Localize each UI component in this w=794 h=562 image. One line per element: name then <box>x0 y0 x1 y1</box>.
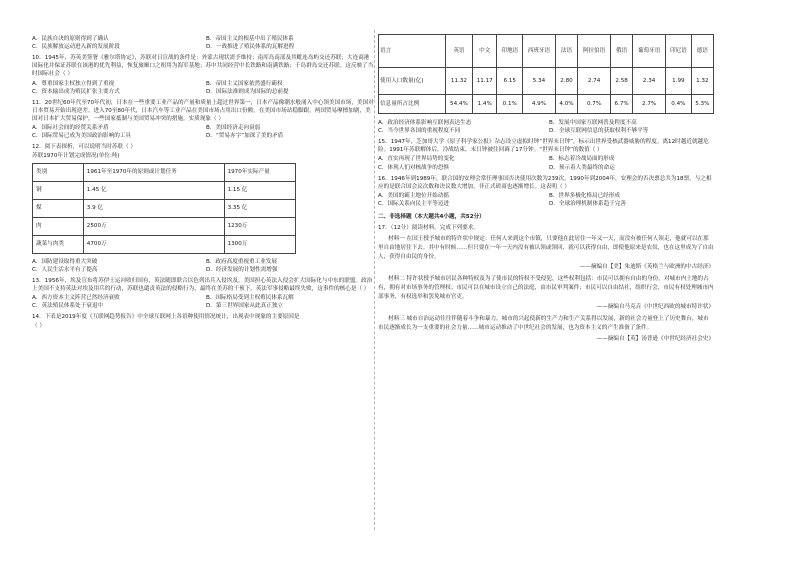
q14-paren: （ ） <box>32 323 45 330</box>
q14-options <box>378 119 714 135</box>
table-header-cell: 1970年实际产量 <box>224 163 295 181</box>
table-row <box>33 181 296 199</box>
q11-options <box>32 124 374 140</box>
q10-option-d: D．国际法准则成为国际的总前提 <box>206 88 289 95</box>
q13-options <box>32 294 374 310</box>
table-cell: 1.99 <box>666 68 692 95</box>
q12-option-c: C．人民生活水平有了提高 <box>32 266 98 273</box>
table-header-cell: 语言 <box>379 35 446 68</box>
table12-title: 苏联1970年计划完成情况(单位:吨) <box>32 153 120 160</box>
table-cell: 蔬菜与肉类 <box>33 235 84 253</box>
table-cell: 5.34 <box>523 68 556 95</box>
q14-option-d: D．全球互联网信息的获取权利不够平等 <box>549 128 649 135</box>
material-1-source: ——摘编自【美】朱迪斯《英格兰与欧洲的中古经济》 <box>579 264 714 271</box>
q9-option-d: D．一战推进了殖民体系的瓦解进程 <box>206 44 295 51</box>
table-header-row <box>379 35 714 68</box>
q11-option-a: A．国际社会间的经贸关系矛盾 <box>32 125 109 132</box>
table-row <box>33 235 296 253</box>
table-row <box>379 95 714 114</box>
q9-options <box>32 35 374 51</box>
q9-option-c: C．民族解放运动进入新的发展阶段 <box>32 44 120 51</box>
q11-option-d: D．“贸易赤字”加深了美的矛盾 <box>206 133 284 140</box>
row-label: 信息量所占比例 <box>379 95 446 114</box>
material-2: 材料二 特许状授予城市居民各种特权及为了使市民的特权不受侵犯，这些权利包括：市民可以拥有自由的身份，对城市内土地的占有，拥有对市场事务的管理权；市民可以在城市设立自己的法庭，由市民审判案件；市民可以自由结社，组织行会，市民有权处理城市内部事务，有权选举和罢免城市官吏。 <box>378 276 714 300</box>
q14-option-a: A．政治经济体系影响互联网表达生态 <box>378 120 472 126</box>
q11-option-c: C．国际贸易已成为美国政治影响的工具 <box>32 133 132 140</box>
q15-option-a: A．直实再现了世界局势的变化 <box>378 156 455 163</box>
table-header-row <box>33 163 296 181</box>
table-header-cell: 阿拉伯语 <box>578 35 611 68</box>
table-row <box>379 68 714 95</box>
material-1: 材料一 在国王授予城市的特许状中规定：任何人来到这个市镇，只要他在此居住一年又一天，而没有被任何人领走，他就可以在那里自由地居住下去。其中有时候……但只要在一年一天内没有被认领或领回，就可以获得自由，即使他原来是农奴，也在这里成为了自由人，获得自由民的身份。 <box>378 236 714 260</box>
q15-option-c: C．体现人们对核战争的恐惧 <box>378 164 450 171</box>
table-header-cell: 葡萄牙语 <box>633 35 666 68</box>
column-divider <box>374 30 375 530</box>
section-heading: 二、非选择题（本大题共4小题，共52分） <box>378 214 485 221</box>
q10-option-c: C．资本输出成为殖民扩张主要方式 <box>32 88 120 95</box>
q14-option-b: B．发展中国家互联网普及程度不高 <box>549 120 637 126</box>
q16-text: 16．1946年到1989年，联合国的安理会常任理事国否决使用次数为239次，1990年到2004年，安理会的否决票总共为18票，与之相应的是联合国会议次数和决议数大增加，非正式磋商也逐渐增长。这表明（ ） <box>378 175 712 190</box>
q17-text: 17．（12分）阅读材料，完成下列要求。 <box>378 225 479 232</box>
material-3-source: ——摘编自【英】汤普逊《中世纪经济社会史》 <box>596 335 714 342</box>
table-cell: 4700万 <box>83 235 224 253</box>
table-cell: 11.32 <box>446 68 473 95</box>
right-column <box>378 34 714 347</box>
table-header-cell: 西班牙语 <box>523 35 556 68</box>
q13-option-d: D．第三世界国家从此真正独立 <box>206 303 284 310</box>
q16-option-c: C．国际关系向民主平等迈进 <box>378 200 450 207</box>
table-cell: 1.32 <box>691 68 713 95</box>
table-cell: 钢 <box>33 181 84 199</box>
q10-text: 10．1945年，苏英美签署《雅尔塔协定》，苏联对日宣战的条件是：外蒙古现状需予维持；南库岛南部及其毗连岛屿交还苏联；大连商港国际化并保证苏联在该港的优先利益，恢复旅顺口之租用为海军基地；苏中共同经营中长铁路和南满铁路；千岛群岛交还苏联。这反映了当时国际社会（ ） <box>32 55 374 78</box>
q12-option-b: B．政府高度重视重工业发展 <box>206 258 277 265</box>
q14-option-c: C．当今世界各国的重视程度不同 <box>378 128 461 135</box>
table-cell: 0.4% <box>666 95 692 114</box>
table-cell: 5.3% <box>691 95 713 114</box>
table-header-cell: 俄语 <box>610 35 632 68</box>
table-row <box>33 199 296 217</box>
table-header-cell: 1961年至1970年的原则或计划任务 <box>83 163 224 181</box>
language-table <box>378 34 714 114</box>
table-cell: 2.58 <box>610 68 632 95</box>
q14-text: 14．下表是2019年度《互联网趋势报告》中全球互联网上各语种使用情况统计，出现表中现象的主要原因是 <box>32 314 300 321</box>
table-cell: 1.45 亿 <box>83 181 224 199</box>
table-header-cell: 中文 <box>472 35 497 68</box>
left-column <box>32 34 374 333</box>
table-cell: 1230万 <box>224 217 295 235</box>
q15-option-d: D．预示着人类最终的命运 <box>549 164 615 171</box>
table-header-cell: 印尼语 <box>666 35 692 68</box>
q13-option-a: A．西方资本主义阵营已然经济衰败 <box>32 294 120 301</box>
table-cell: 2.74 <box>578 68 611 95</box>
table-cell: 2.34 <box>633 68 666 95</box>
table-cell: 3.9 亿 <box>83 199 224 217</box>
table-cell: 11.17 <box>472 68 497 95</box>
table-row <box>33 217 296 235</box>
material-2-source: ——摘编自马克垚《中世纪西欧的城市特许状》 <box>596 304 714 311</box>
q11-text: 11．20世纪60年代至70年代初，日本在一些重要工业产品的产量和质量上超过世界第一，日本产品像潮水般涌入中心领美国市场，美国对日本贸易开始出现逆差。进入70至80年代，日本汽车等工业产品在美国市场占用出口份额，在美国市场站稳脚跟，两国贸易摩擦加剧，美国对日本扩大贸易保护，一些国家抵制与美国贸易冲突的措施。实质现象（ ） <box>32 99 374 122</box>
table-cell: 1300万 <box>224 235 295 253</box>
table-cell: 2.7% <box>633 95 666 114</box>
q13-option-c: C．英法殖民体系处于衰退中 <box>32 303 104 310</box>
q16-option-a: A．美国的霸主地位开始动摇 <box>378 192 449 199</box>
table-cell: 煤 <box>33 199 84 217</box>
q15-option-b: B．标志着冷战局面的形成 <box>549 156 615 163</box>
q16-options <box>378 192 714 208</box>
q15-options <box>378 155 714 171</box>
material-3: 材料三 城市自治运动往往伴随着斗争和暴力。城市的兴起使新的生产力和生产关系得以发展，新的社会力量登上了历史舞台，城市市民逐渐成长为一支重要的社会力量……城市运动推动了中世纪社会的发展，也为资本主义的产生准备了条件。 <box>378 316 709 332</box>
table-header-cell: 英语 <box>446 35 473 68</box>
table-cell: 0.7% <box>578 95 611 114</box>
table-header-cell: 德语 <box>691 35 713 68</box>
q13-option-b: B．国际格局受到主权殖民体系瓦解 <box>206 294 294 301</box>
q10-options <box>32 80 374 96</box>
q12-option-a: A．国防建设取得重大突破 <box>32 258 98 265</box>
q10-option-a: A．尊重国家主权独立得到了重视 <box>32 80 115 87</box>
q12-options <box>32 258 374 274</box>
table-header-cell: 类别 <box>33 163 84 181</box>
table-cell: 1.4% <box>472 95 497 114</box>
q13-text: 13．1956年，埃及宣布将苏伊士运河收归国有，英法随即联合以色列出兵入侵埃及。美国担心英法入侵会扩大国际化与中东的联盟。政治上美国不支持英法对埃及用兵的行动，苏联也谴责英法的侵略行为，最终在美苏的干预下，英法军事侵略最终失败，这事件的核心是（ ） <box>32 277 373 292</box>
q12-text: 12．阅下表探析，可以说明当时苏联（ ） <box>32 144 136 151</box>
table-cell: 1.15 亿 <box>224 181 295 199</box>
table-cell: 6.7% <box>610 95 632 114</box>
q12-option-d: D．经济发展的计划性需增强 <box>206 266 278 273</box>
table-cell: 0.1% <box>497 95 523 114</box>
table-cell: 肉 <box>33 217 84 235</box>
q15-text: 15．1947年，芝加哥大学《原子科学家公报》杂志设立虚拟时钟“世界末日钟”，标示出世界受核武器威胁的程度。离12时越近就越危险。1991年苏联解体后，冷战结束，末日钟被往回调了17分钟。“世界末日钟”的数值（ ） <box>378 139 709 154</box>
q12-table <box>32 163 296 254</box>
q16-option-b: B．世界多极化格局已经形成 <box>549 192 620 199</box>
row-label: 使用人口数量(亿) <box>379 68 446 95</box>
table-cell: 4.9% <box>523 95 556 114</box>
table-header-cell: 印地语 <box>497 35 523 68</box>
table-cell: 6.15 <box>497 68 523 95</box>
q11-option-b: B．美国经济走向衰弱 <box>206 125 261 132</box>
q9-option-b: B．帝国主义的根基中出了殖民体系 <box>206 36 294 42</box>
q9-option-a: A．民族自决的原则得到了确认 <box>32 36 109 42</box>
table-cell: 2.80 <box>555 68 577 95</box>
table-header-cell: 法语 <box>555 35 577 68</box>
q10-option-b: B．帝国主义国家依然盛行霸权 <box>206 80 283 87</box>
table-cell: 3.35 亿 <box>224 199 295 217</box>
table-cell: 2500万 <box>83 217 224 235</box>
table-cell: 54.4% <box>446 95 473 114</box>
table-cell: 4.0% <box>555 95 577 114</box>
q16-option-d: D．全球治理机制体系趋于完善 <box>549 200 627 207</box>
